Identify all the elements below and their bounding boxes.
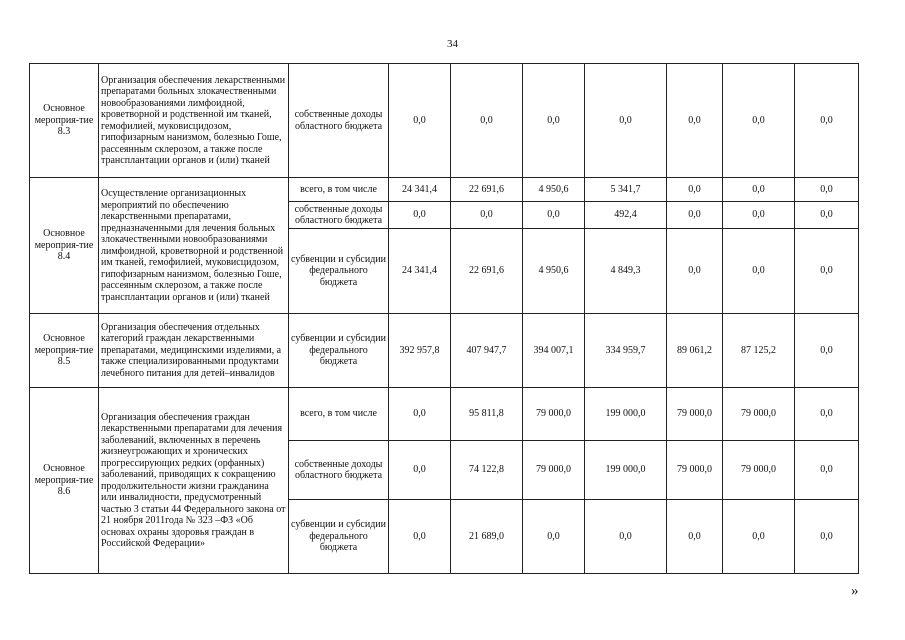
value-cell: 0,0	[523, 500, 585, 574]
budget-table	[29, 63, 859, 574]
table-row	[30, 64, 859, 178]
funding-source-cell: собственные доходы областного бюджета	[289, 441, 389, 500]
activity-cell: Основное мероприя-тие 8.3	[30, 64, 99, 178]
value-cell: 0,0	[795, 64, 859, 178]
value-cell: 0,0	[667, 500, 723, 574]
value-cell: 0,0	[523, 64, 585, 178]
value-cell: 0,0	[795, 441, 859, 500]
value-cell: 394 007,1	[523, 314, 585, 388]
activity-cell: Основное мероприя-тие 8.6	[30, 388, 99, 574]
value-cell: 0,0	[795, 388, 859, 441]
table-row	[30, 388, 859, 441]
funding-source-cell: собственные доходы областного бюджета	[289, 64, 389, 178]
page-number: 34	[447, 38, 458, 50]
value-cell: 22 691,6	[451, 229, 523, 314]
description-cell: Осуществление организационных мероприятий по обеспечению лекарственными препаратами, предназначенными для лечения больных злокачественными новообразованиями лимфоидной, кроветворной и родственной им тканей, гемофилией, муковисцидозом, гипофизарным нанизмом, болезнью Гоше, рассеянным склерозом, а также после трансплантации органов и (или) тканей	[99, 178, 289, 314]
table-row	[30, 314, 859, 388]
value-cell: 24 341,4	[389, 229, 451, 314]
activity-cell: Основное мероприя-тие 8.4	[30, 178, 99, 314]
value-cell: 0,0	[667, 202, 723, 229]
value-cell: 392 957,8	[389, 314, 451, 388]
activity-cell: Основное мероприя-тие 8.5	[30, 314, 99, 388]
value-cell: 24 341,4	[389, 178, 451, 202]
value-cell: 0,0	[795, 229, 859, 314]
value-cell: 0,0	[667, 229, 723, 314]
value-cell: 79 000,0	[667, 441, 723, 500]
value-cell: 0,0	[723, 202, 795, 229]
value-cell: 5 341,7	[585, 178, 667, 202]
funding-source-cell: субвенции и субсидии федерального бюджета	[289, 500, 389, 574]
value-cell: 0,0	[585, 64, 667, 178]
value-cell: 334 959,7	[585, 314, 667, 388]
value-cell: 492,4	[585, 202, 667, 229]
value-cell: 0,0	[585, 500, 667, 574]
description-cell: Организация обеспечения отдельных категорий граждан лекарственными препаратами, медицинскими изделиями, а также специализированными продуктами лечебного питания для детей–инвалидов	[99, 314, 289, 388]
value-cell: 0,0	[723, 178, 795, 202]
closing-quote: »	[851, 583, 859, 599]
value-cell: 0,0	[795, 178, 859, 202]
funding-source-cell: всего, в том числе	[289, 178, 389, 202]
value-cell: 199 000,0	[585, 441, 667, 500]
description-cell: Организация обеспечения лекарственными препаратами больных злокачественными новообразованиями лимфоидной, кроветворной и родственной им тканей, гемофилией, муковисцидозом, гипофизарным нанизмом, болезнью Гоше, рассеянным склерозом, а также после трансплантации органов и (или) тканей	[99, 64, 289, 178]
value-cell: 0,0	[389, 64, 451, 178]
value-cell: 0,0	[389, 441, 451, 500]
value-cell: 89 061,2	[667, 314, 723, 388]
value-cell: 0,0	[723, 500, 795, 574]
value-cell: 74 122,8	[451, 441, 523, 500]
value-cell: 95 811,8	[451, 388, 523, 441]
value-cell: 4 950,6	[523, 178, 585, 202]
description-cell: Организация обеспечения граждан лекарственными препаратами для лечения заболеваний, включенных в перечень жизнеугрожающих и хронических прогрессирующих редких (орфанных) заболеваний, приводящих к сокращению продолжительности жизни гражданина или инвалидности, предусмотренный частью 3 статьи 44 Федерального закона от 21 ноября 2011года № 323 –ФЗ «Об основах охраны здоровья граждан в Российской Федерации»	[99, 388, 289, 574]
funding-source-cell: субвенции и субсидии федерального бюджета	[289, 314, 389, 388]
value-cell: 407 947,7	[451, 314, 523, 388]
value-cell: 199 000,0	[585, 388, 667, 441]
funding-source-cell: субвенции и субсидии федерального бюджета	[289, 229, 389, 314]
value-cell: 0,0	[667, 178, 723, 202]
value-cell: 0,0	[723, 229, 795, 314]
value-cell: 0,0	[795, 500, 859, 574]
funding-source-cell: всего, в том числе	[289, 388, 389, 441]
funding-source-cell: собственные доходы областного бюджета	[289, 202, 389, 229]
value-cell: 0,0	[795, 202, 859, 229]
value-cell: 21 689,0	[451, 500, 523, 574]
value-cell: 0,0	[389, 388, 451, 441]
value-cell: 87 125,2	[723, 314, 795, 388]
value-cell: 0,0	[389, 202, 451, 229]
value-cell: 0,0	[667, 64, 723, 178]
value-cell: 79 000,0	[523, 388, 585, 441]
value-cell: 79 000,0	[523, 441, 585, 500]
value-cell: 79 000,0	[723, 441, 795, 500]
value-cell: 0,0	[451, 64, 523, 178]
value-cell: 4 849,3	[585, 229, 667, 314]
value-cell: 4 950,6	[523, 229, 585, 314]
table-row	[30, 178, 859, 202]
value-cell: 79 000,0	[723, 388, 795, 441]
value-cell: 22 691,6	[451, 178, 523, 202]
value-cell: 0,0	[389, 500, 451, 574]
value-cell: 0,0	[523, 202, 585, 229]
value-cell: 0,0	[451, 202, 523, 229]
value-cell: 0,0	[723, 64, 795, 178]
value-cell: 0,0	[795, 314, 859, 388]
value-cell: 79 000,0	[667, 388, 723, 441]
